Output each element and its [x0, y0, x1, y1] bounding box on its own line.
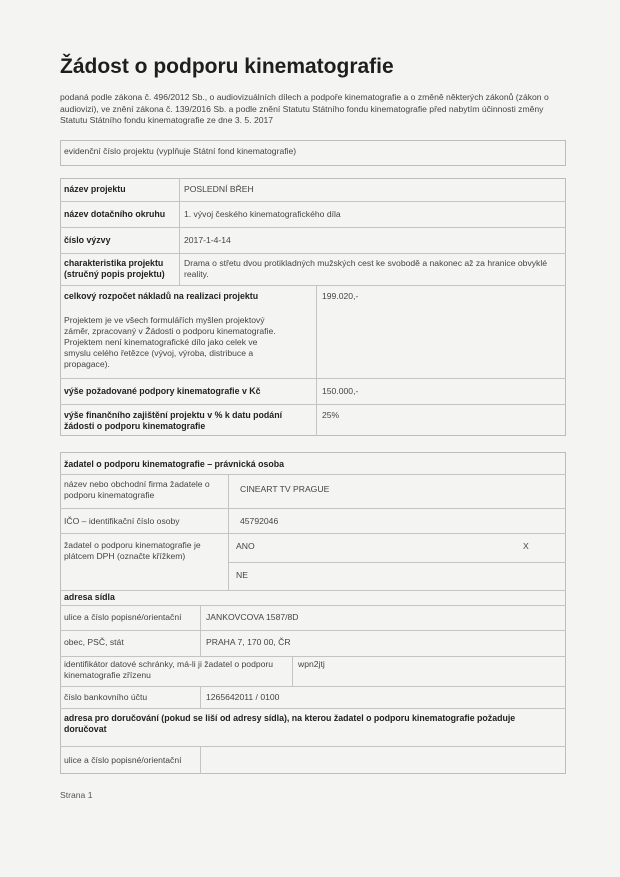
cislo-vyzvy-value: 2017-1-4-14 — [184, 235, 231, 245]
page-number: Strana 1 — [60, 790, 93, 800]
pozadovana-podpora-label: výše požadované podpory kinematografie v Kč — [64, 386, 261, 396]
charakteristika-value: Drama o střetu dvou protikladných mužských cest ke svobodě a nakonec až za hranice obvyklé reality. — [184, 258, 548, 279]
charakteristika-label: charakteristika projektu (stručný popis projektu) — [64, 258, 165, 279]
ucet-label: číslo bankovního účtu — [64, 692, 148, 702]
financni-zajisteni-value: 25% — [322, 410, 340, 420]
dph-label: žadatel o podporu kinematografie je plátcem DPH (označte křížkem) — [64, 540, 201, 561]
dotacni-okruh-value: 1. vývoj českého kinematografického díla — [184, 209, 341, 219]
dotacni-okruh-label: název dotačního okruhu — [64, 209, 166, 219]
ico-value: 45792046 — [240, 516, 279, 526]
evidencni-label: evidenční číslo projektu (vyplňuje Státní fond kinematografie) — [64, 146, 297, 156]
pozadovana-podpora-value: 150.000,- — [322, 386, 359, 396]
rozpocet-note: Projektem je ve všech formulářích myšlen projektový záměr, zpracovaný v Žádosti o podporu kinematografie. Projektem není kinematografické dílo jako celek ve smyslu celého řetězce (vývoj, výroba, distribuce a propagace). — [64, 315, 276, 369]
firma-value: CINEART TV PRAGUE — [240, 484, 330, 494]
nazev-projektu-label: název projektu — [64, 184, 126, 194]
ulice-value: JANKOVCOVA 1587/8D — [206, 612, 299, 622]
ucet-value: 1265642011 / 0100 — [206, 692, 280, 702]
financni-zajisteni-label: výše finančního zajištění projektu v % k datu podání žádosti o podporu kinematografie — [64, 410, 283, 431]
obec-label: obec, PSČ, stát — [64, 637, 124, 647]
adresa-sidla-header: adresa sídla — [64, 592, 115, 602]
rozpocet-value: 199.020,- — [322, 291, 359, 301]
ico-label: IČO – identifikační číslo osoby — [64, 516, 180, 526]
intro-text: podaná podle zákona č. 496/2012 Sb., o audiovizuálních dílech a podpoře kinematografie a o změně některých zákonů (zákon o audiovizi), ve znění zákona č. 139/2016 Sb. a podle znění Statutu Státního fondu kinematografie před nabytím účinnosti změny Statutu Státního fondu kinematografie ze dne 3. 5. 2017 — [60, 92, 549, 125]
nazev-projektu-value: POSLEDNÍ BŘEH — [184, 184, 254, 194]
datova-schranka-value: wpn2jtj — [298, 659, 325, 669]
cislo-vyzvy-label: číslo výzvy — [64, 235, 111, 245]
zadatel-header: žadatel o podporu kinematografie – právnická osoba — [64, 459, 284, 469]
dph-ano-mark: X — [523, 541, 529, 551]
dph-ne: NE — [236, 570, 248, 580]
ulice2-label: ulice a číslo popisné/orientační — [64, 755, 182, 765]
page-title: Žádost o podporu kinematografie — [60, 55, 394, 78]
obec-value: PRAHA 7, 170 00, ČR — [206, 637, 291, 647]
dph-ano: ANO — [236, 541, 255, 551]
datova-schranka-label: identifikátor datové schránky, má-li ji žadatel o podporu kinematografie zřízenu — [64, 659, 274, 680]
ulice-label: ulice a číslo popisné/orientační — [64, 612, 182, 622]
doruceni-header: adresa pro doručování (pokud se liší od adresy sídla), na kterou žadatel o podporu kinematografie požaduje doručovat — [64, 713, 516, 734]
rozpocet-label: celkový rozpočet nákladů na realizaci projektu — [64, 291, 259, 301]
firma-label: název nebo obchodní firma žadatele o podporu kinematografie — [64, 479, 210, 500]
